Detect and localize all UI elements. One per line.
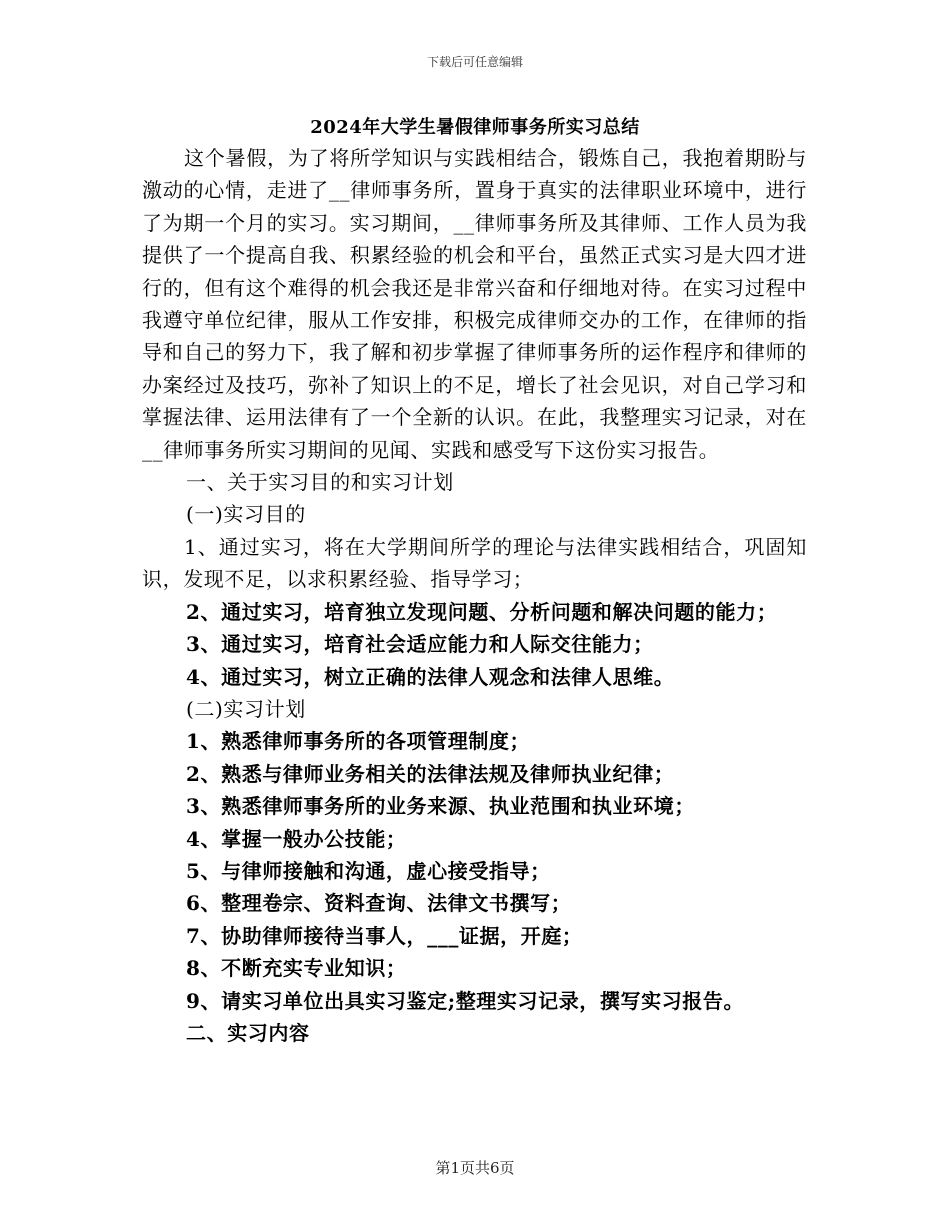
- plan-item: 5、与律师接触和沟通，虚心接受指导；: [186, 858, 551, 883]
- purpose-item: 4、通过实习，树立正确的法律人观念和法律人思维。: [186, 664, 675, 689]
- plan-item: 7、协助律师接待当事人，___证据，开庭；: [186, 923, 583, 948]
- document-title: 2024年大学生暑假律师事务所实习总结: [310, 117, 640, 138]
- intro-paragraph: 这个暑假，为了将所学知识与实践相结合，锻炼自己，我抱着期盼与激动的心情，走进了__律师事务所，置身于真实的法律职业环境中，进行了为期一个月的实习。实习期间，__律师事务所及其律师、工作人员为我提供了一个提高自我、积累经验的机会和平台，虽然正式实习是大四才进行的，但有这个难得的机会我还是非常兴奋和仔细地对待。在实习过程中我遵守单位纪律，服从工作安排，积极完成律师交办的工作，在律师的指导和自己的努力下，我了解和初步掌握了律师事务所的运作程序和律师的办案经过及技巧，弥补了知识上的不足，增长了社会见识，对自己学习和掌握法律、运用法律有了一个全新的认识。在此，我整理实习记录，对在__律师事务所实习期间的见闻、实践和感受写下这份实习报告。: [142, 146, 807, 462]
- purpose-item: 2、通过实习，培育独立发现问题、分析问题和解决问题的能力；: [186, 599, 778, 624]
- plan-item: 4、掌握一般办公技能；: [186, 826, 407, 851]
- purpose-item-1: 1、通过实习，将在大学期间所学的理论与法律实践相结合，巩固知识，发现不足，以求积累经验、指导学习；: [142, 534, 807, 592]
- section2-heading: 二、实习内容: [186, 1020, 310, 1045]
- page-footer: 第1页共6页: [435, 1159, 515, 1177]
- plan-item: 8、不断充实专业知识；: [186, 956, 407, 981]
- section1-sub1-heading: (一)实习目的: [186, 502, 306, 527]
- plan-item: 9、请实习单位出具实习鉴定;整理实习记录，撰写实习报告。: [186, 988, 745, 1013]
- purpose-item: 3、通过实习，培育社会适应能力和人际交往能力；: [186, 632, 654, 657]
- plan-item: 2、熟悉与律师业务相关的法律法规及律师执业纪律；: [186, 761, 675, 786]
- plan-item: 1、熟悉律师事务所的各项管理制度；: [186, 729, 531, 754]
- section1-heading: 一、关于实习目的和实习计划: [186, 470, 454, 495]
- header-note: 下载后可任意编辑: [426, 55, 523, 69]
- plan-item: 6、整理卷宗、资料查询、法律文书撰写；: [186, 891, 572, 916]
- document-body: [142, 142, 807, 1049]
- section1-sub2-heading: (二)实习计划: [186, 696, 306, 721]
- plan-item: 3、熟悉律师事务所的业务来源、执业范围和执业环境；: [186, 794, 695, 819]
